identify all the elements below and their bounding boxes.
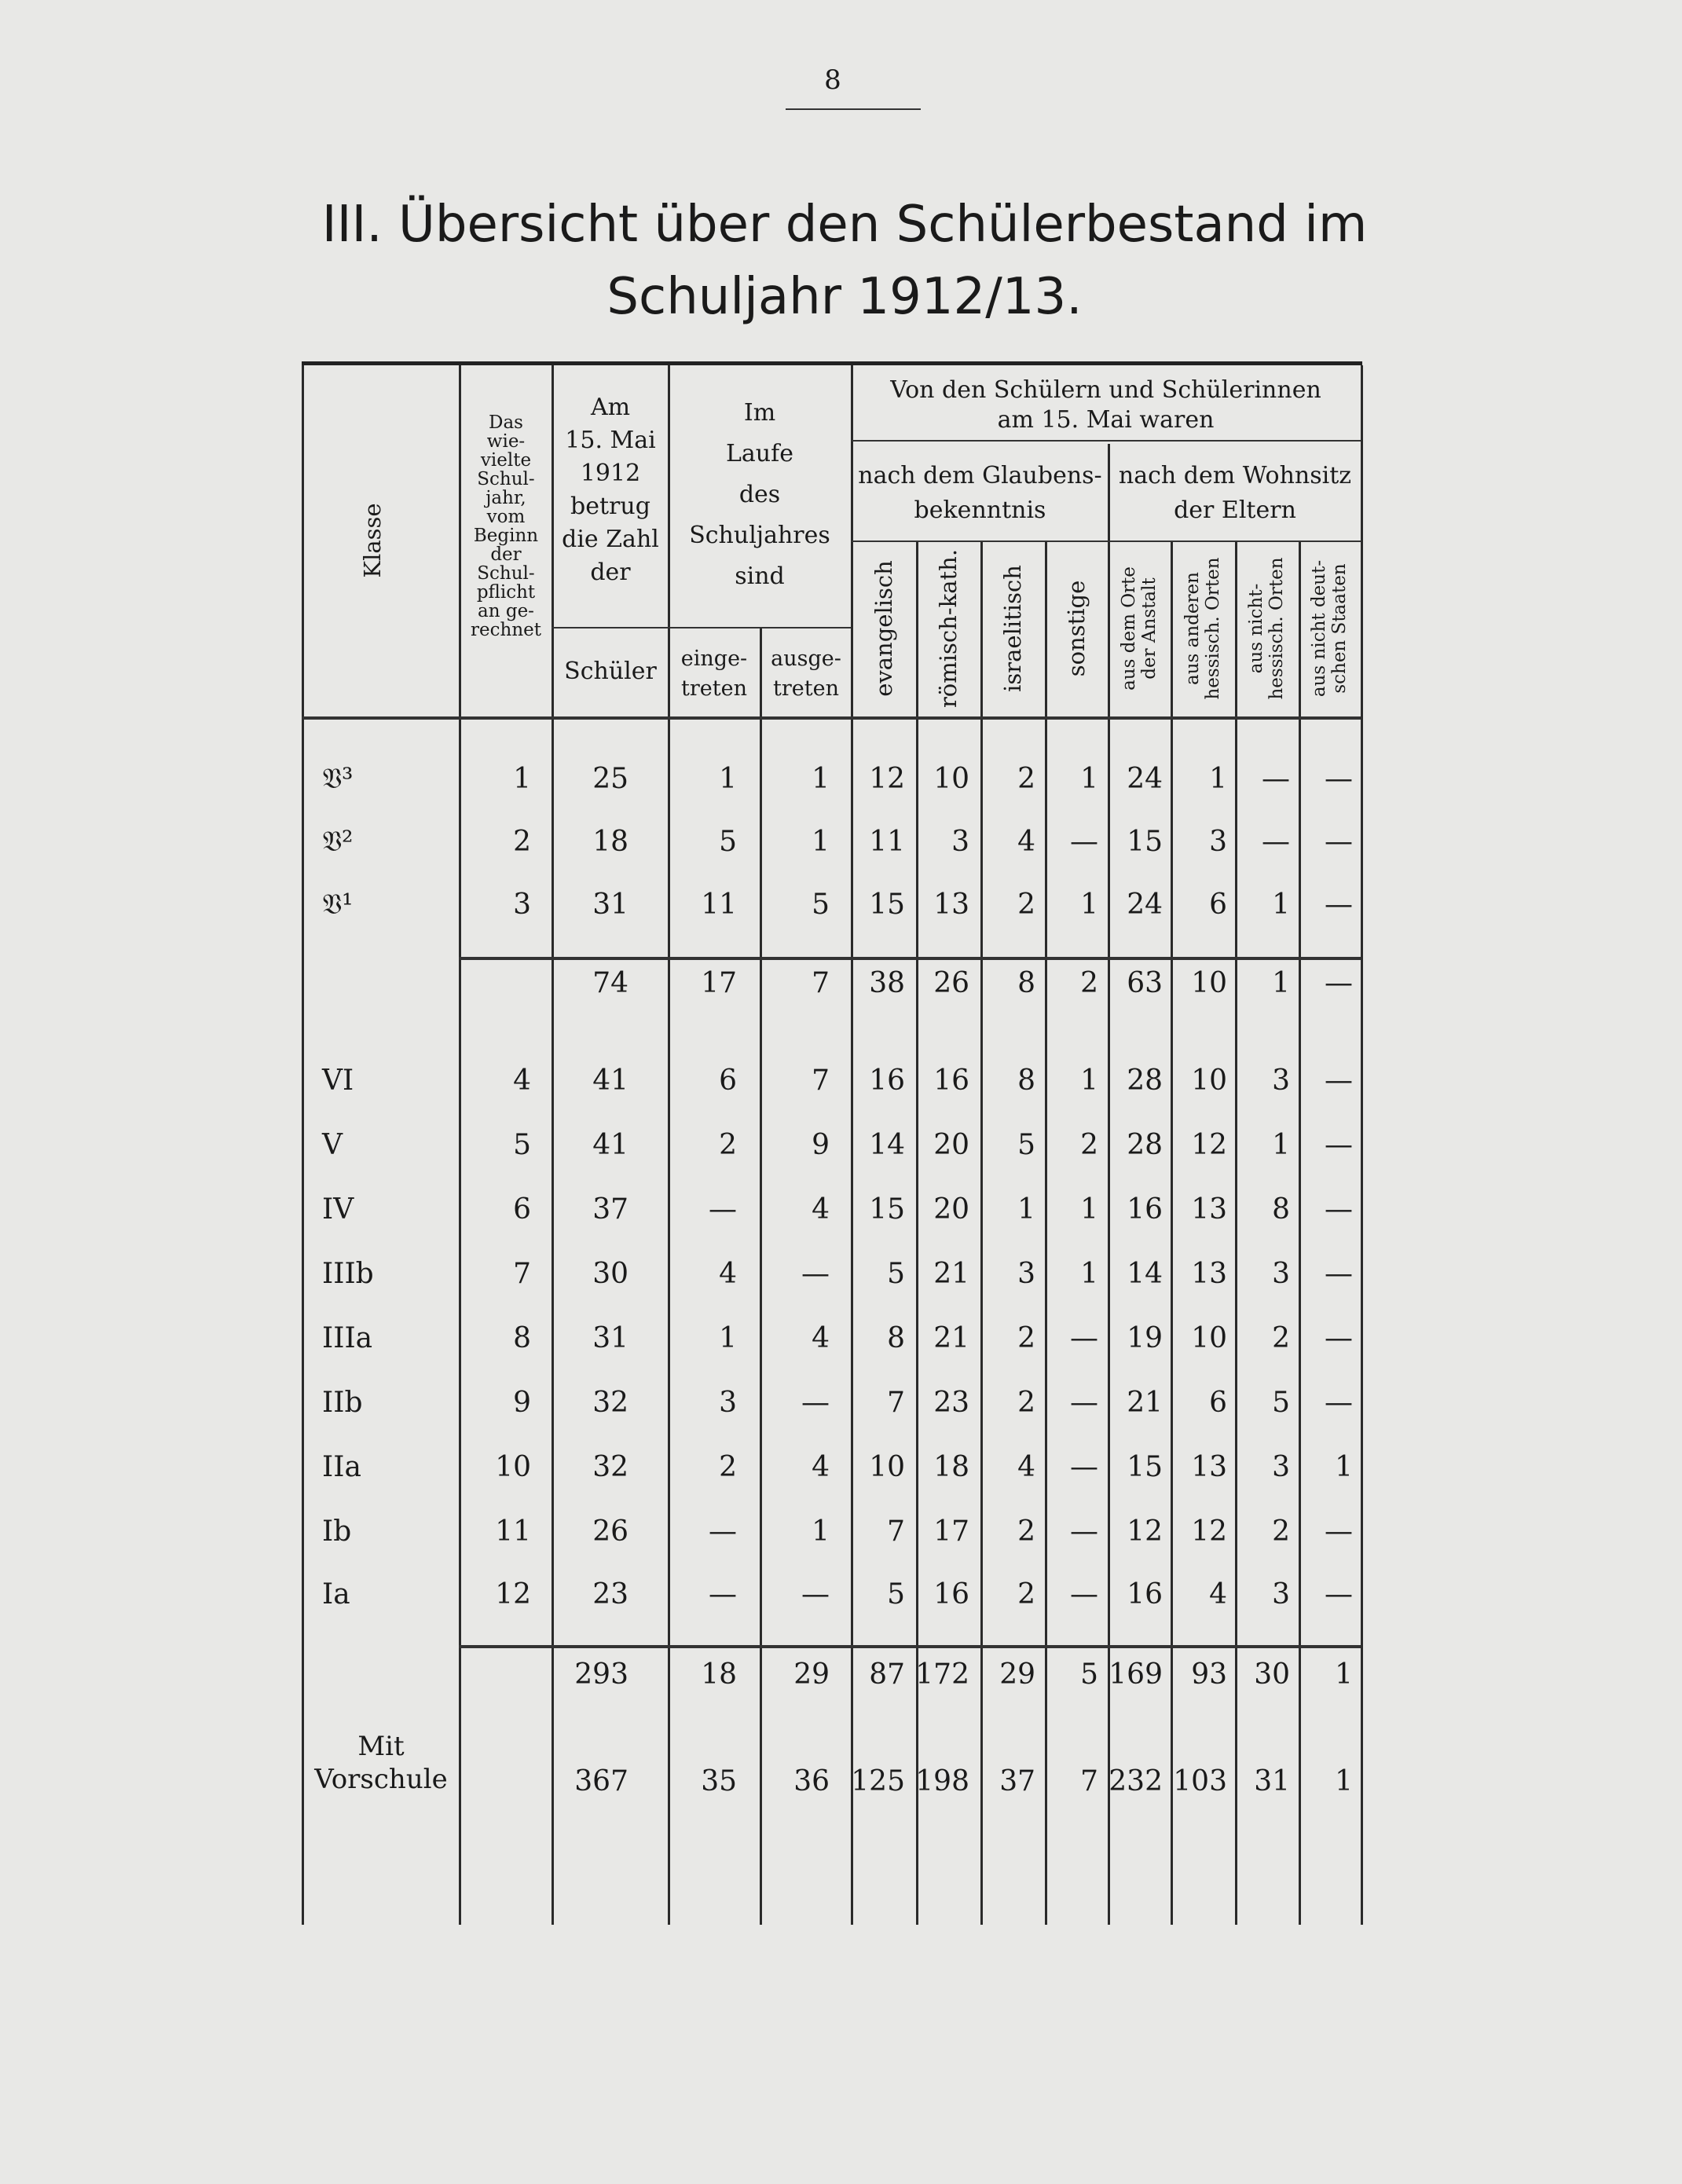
table-cell: — [709, 1578, 737, 1611]
table-cell: 8 [1017, 967, 1035, 999]
table-cell: 4 [719, 1258, 737, 1290]
header-wohnsitz: nach dem Wohnsitz der Eltern [1118, 462, 1352, 524]
header-schueler: Schüler [564, 658, 657, 685]
table-cell: — [1325, 763, 1353, 795]
table-cell: 16 [1127, 1578, 1163, 1611]
table-cell: 12 [1191, 1515, 1227, 1548]
table-cell: 2 [1272, 1515, 1290, 1548]
table-cell: 36 [793, 1765, 830, 1797]
table-cell: 20 [933, 1129, 969, 1161]
table-cell: 10 [1191, 1322, 1227, 1354]
table-cell: 12 [1127, 1515, 1163, 1548]
table-cell: 8 [1017, 1065, 1035, 1097]
table-cell: 4 [1017, 826, 1035, 858]
header-rule [851, 541, 1361, 542]
table-cell: 1 [719, 1322, 737, 1354]
table-cell: 38 [869, 967, 905, 999]
table-cell: 7 [887, 1387, 905, 1419]
table-cell: 4 [812, 1322, 830, 1354]
row-class-label: IIa [322, 1451, 361, 1483]
table-cell: 16 [933, 1578, 969, 1611]
table-cell: 13 [1191, 1451, 1227, 1483]
title-line-1: III. Übersicht über den Schülerbestand im [321, 196, 1368, 254]
table-cell: 17 [933, 1515, 969, 1548]
table-cell: — [1262, 826, 1290, 858]
table-cell: 9 [812, 1129, 830, 1161]
table-cell: 2 [1017, 1387, 1035, 1419]
table-cell: 367 [574, 1765, 628, 1797]
table-cell: 15 [869, 1193, 905, 1226]
table-cell: 29 [999, 1658, 1035, 1691]
table-cell: 3 [719, 1387, 737, 1419]
row-class-label: Ib [322, 1515, 352, 1548]
table-cell: 5 [887, 1258, 905, 1290]
table-cell: 1 [513, 763, 531, 795]
table-cell: 23 [592, 1578, 628, 1611]
table-cell: 31 [1254, 1765, 1290, 1797]
table-cell: 30 [592, 1258, 628, 1290]
table-cell: — [709, 1515, 737, 1548]
header-schuljahr: Das wie- vielte Schul- jahr, vom Beginn der Schul- pflicht an ge- rechnet [471, 412, 541, 640]
table-cell: 20 [933, 1193, 969, 1226]
header-evangelisch: evangelisch [870, 560, 897, 697]
table-cell: 2 [1017, 1578, 1035, 1611]
table-cell: 18 [933, 1451, 969, 1483]
table-cell: 93 [1191, 1658, 1227, 1691]
table-cell: 1 [1080, 1193, 1098, 1226]
table-cell: 6 [1209, 889, 1227, 921]
table-cell: 21 [933, 1258, 969, 1290]
table-cell: 6 [513, 1193, 531, 1226]
table-cell: — [1325, 1129, 1353, 1161]
row-class-label: 𝔙¹ [322, 889, 354, 921]
table-cell: 5 [812, 889, 830, 921]
table-cell: 5 [1017, 1129, 1035, 1161]
header-sonstige: sonstige [1063, 580, 1090, 677]
table-cell: — [1325, 967, 1353, 999]
header-laufe: Im Laufe des Schuljahres sind [689, 399, 830, 590]
table-cell: 13 [933, 889, 969, 921]
column-divider [1045, 542, 1047, 1925]
table-cell: 1 [1272, 1129, 1290, 1161]
table-cell: 28 [1127, 1129, 1163, 1161]
table-cell: 1 [1080, 1065, 1098, 1097]
table-cell: 25 [592, 763, 628, 795]
table-cell: 2 [1080, 1129, 1098, 1161]
table-cell: 12 [869, 763, 905, 795]
table-cell: 87 [869, 1658, 905, 1691]
table-left-border [302, 365, 304, 1925]
header-rule [851, 440, 1361, 442]
table-cell: 1 [1272, 889, 1290, 921]
table-cell: 3 [1272, 1258, 1290, 1290]
table-cell: 2 [513, 826, 531, 858]
table-cell: 14 [1127, 1258, 1163, 1290]
table-cell: 37 [592, 1193, 628, 1226]
table-cell: — [1325, 1065, 1353, 1097]
table-cell: 3 [513, 889, 531, 921]
table-cell: 4 [1209, 1578, 1227, 1611]
table-cell: 16 [869, 1065, 905, 1097]
table-cell: 1 [719, 763, 737, 795]
table-cell: 4 [812, 1451, 830, 1483]
table-cell: 10 [869, 1451, 905, 1483]
header-klasse: Klasse [359, 503, 386, 578]
header-von-den-schuelern: Von den Schülern und Schülerinnen am 15. Mai waren [890, 376, 1321, 434]
column-divider [1108, 444, 1110, 1925]
table-cell: 5 [719, 826, 737, 858]
table-cell: 11 [701, 889, 737, 921]
table-cell: 13 [1191, 1193, 1227, 1226]
table-cell: — [1070, 1322, 1098, 1354]
table-cell: 15 [1127, 826, 1163, 858]
table-cell: 125 [851, 1765, 905, 1797]
table-cell: 21 [933, 1322, 969, 1354]
table-cell: 10 [1191, 1065, 1227, 1097]
table-cell: 28 [1127, 1065, 1163, 1097]
table-cell: 30 [1254, 1658, 1290, 1691]
table-cell: 3 [951, 826, 969, 858]
column-divider [916, 542, 918, 1925]
table-cell: 2 [719, 1129, 737, 1161]
header-aus-nicht-hess: aus nicht- hessisch. Orten [1246, 557, 1287, 700]
table-cell: 18 [701, 1658, 737, 1691]
table-cell: 6 [1209, 1387, 1227, 1419]
table-cell: 11 [869, 826, 905, 858]
table-cell: 74 [592, 967, 628, 999]
column-divider [980, 542, 983, 1925]
table-cell: 5 [1080, 1658, 1098, 1691]
table-cell: 63 [1127, 967, 1163, 999]
table-cell: 15 [869, 889, 905, 921]
row-class-label: IIIa [322, 1322, 373, 1354]
table-cell: 172 [915, 1658, 969, 1691]
column-divider [1235, 542, 1237, 1925]
table-cell: 2 [719, 1451, 737, 1483]
table-cell: — [1070, 1578, 1098, 1611]
table-cell: 2 [1272, 1322, 1290, 1354]
table-cell: 8 [887, 1322, 905, 1354]
table-cell: 7 [812, 1065, 830, 1097]
table-cell: 11 [495, 1515, 531, 1548]
table-cell: 1 [1209, 763, 1227, 795]
table-cell: 1 [1335, 1658, 1353, 1691]
table-cell: 3 [1272, 1065, 1290, 1097]
table-cell: 29 [793, 1658, 830, 1691]
table-cell: 19 [1127, 1322, 1163, 1354]
table-cell: 1 [812, 1515, 830, 1548]
table-cell: — [801, 1387, 830, 1419]
table-cell: 4 [812, 1193, 830, 1226]
table-cell: 1 [1335, 1765, 1353, 1797]
row-class-label: V [322, 1129, 343, 1161]
header-ausgetreten: ausge- treten [771, 647, 841, 701]
table-cell: 2 [1017, 1515, 1035, 1548]
table-cell: 3 [1272, 1451, 1290, 1483]
table-cell: 4 [513, 1065, 531, 1097]
table-cell: 9 [513, 1387, 531, 1419]
table-cell: 12 [1191, 1129, 1227, 1161]
header-rule [552, 627, 668, 628]
table-cell: 2 [1080, 967, 1098, 999]
table-cell: 24 [1127, 763, 1163, 795]
table-cell: 41 [592, 1129, 628, 1161]
header-roemisch-kath: römisch-kath. [935, 548, 962, 709]
table-cell: 7 [1080, 1765, 1098, 1797]
table-cell: — [1070, 826, 1098, 858]
table-cell: 8 [1272, 1193, 1290, 1226]
table-cell: 3 [1017, 1258, 1035, 1290]
table-cell: — [1325, 1515, 1353, 1548]
table-cell: 35 [701, 1765, 737, 1797]
table-cell: 4 [1017, 1451, 1035, 1483]
header-aus-nicht-deutschen: aus nicht deut- schen Staaten [1309, 559, 1350, 698]
table-cell: — [801, 1258, 830, 1290]
table-cell: — [1325, 889, 1353, 921]
table-cell: 1 [812, 763, 830, 795]
table-cell: 2 [1017, 763, 1035, 795]
table-cell: 16 [933, 1065, 969, 1097]
table-cell: 7 [513, 1258, 531, 1290]
table-cell: 1 [1080, 1258, 1098, 1290]
table-cell: 16 [1127, 1193, 1163, 1226]
table-cell: 32 [592, 1387, 628, 1419]
row-class-label: Ia [322, 1578, 350, 1611]
table-cell: 10 [495, 1451, 531, 1483]
header-aus-anderen-hess: aus anderen hessisch. Orten [1182, 557, 1223, 700]
table-cell: 2 [1017, 889, 1035, 921]
header-aus-dem-orte: aus dem Orte der Anstalt [1119, 566, 1160, 691]
table-cell: 17 [701, 967, 737, 999]
table-cell: 5 [513, 1129, 531, 1161]
table-cell: 23 [933, 1387, 969, 1419]
table-cell: 3 [1272, 1578, 1290, 1611]
table-cell: 5 [1272, 1387, 1290, 1419]
header-israelitisch: israelitisch [999, 565, 1026, 692]
table-cell: — [1325, 1322, 1353, 1354]
page-title [299, 189, 1391, 333]
table-cell: 1 [1080, 889, 1098, 921]
table-cell: 10 [933, 763, 969, 795]
table-cell: — [1325, 1258, 1353, 1290]
table-cell: 10 [1191, 967, 1227, 999]
header-rule [668, 627, 851, 628]
table-cell: 31 [592, 889, 628, 921]
table-cell: — [1070, 1515, 1098, 1548]
column-divider [1171, 542, 1173, 1925]
header-eingetreten: einge- treten [680, 647, 748, 701]
table-cell: 1 [1272, 967, 1290, 999]
table-cell: — [1070, 1387, 1098, 1419]
table-cell: 26 [592, 1515, 628, 1548]
table-cell: 198 [915, 1765, 969, 1797]
header-glaubensbekenntnis: nach dem Glaubens- bekenntnis [858, 462, 1102, 524]
table-cell: — [709, 1193, 737, 1226]
page-number-rule [786, 108, 921, 110]
table-cell: 26 [933, 967, 969, 999]
row-class-label: Mit Vorschule [314, 1731, 448, 1795]
table-cell: 3 [1209, 826, 1227, 858]
table-cell: 18 [592, 826, 628, 858]
table-cell: — [801, 1578, 830, 1611]
table-cell: 1 [1080, 763, 1098, 795]
table-cell: 37 [999, 1765, 1035, 1797]
table-cell: 7 [812, 967, 830, 999]
table-cell: 31 [592, 1322, 628, 1354]
total-rule [459, 1645, 1361, 1648]
row-class-label: 𝔙³ [322, 763, 354, 795]
header-am: Am 15. Mai 1912 betrug die Zahl der [562, 394, 659, 586]
column-divider [1299, 542, 1301, 1925]
table-cell: — [1070, 1451, 1098, 1483]
table-cell: 12 [495, 1578, 531, 1611]
table-cell: 1 [812, 826, 830, 858]
table-cell: 2 [1017, 1322, 1035, 1354]
row-class-label: IV [322, 1193, 354, 1226]
table-cell: 24 [1127, 889, 1163, 921]
table-right-border [1361, 365, 1363, 1925]
table-cell: — [1325, 1193, 1353, 1226]
page-number: 8 [824, 64, 841, 96]
subtotal-rule [459, 957, 1361, 960]
table-cell: 1 [1017, 1193, 1035, 1226]
table-cell: 7 [887, 1515, 905, 1548]
table-cell: 32 [592, 1451, 628, 1483]
table-cell: 232 [1109, 1765, 1163, 1797]
table-cell: — [1325, 826, 1353, 858]
row-class-label: VI [322, 1065, 354, 1097]
table-cell: 103 [1173, 1765, 1227, 1797]
table-cell: 5 [887, 1578, 905, 1611]
table-cell: 15 [1127, 1451, 1163, 1483]
title-line-2: Schuljahr 1912/13. [606, 268, 1083, 326]
table-cell: 6 [719, 1065, 737, 1097]
row-class-label: IIb [322, 1387, 363, 1419]
table-cell: 169 [1109, 1658, 1163, 1691]
table-cell: 41 [592, 1065, 628, 1097]
header-bottom-rule [302, 716, 1361, 720]
table-cell: 8 [513, 1322, 531, 1354]
table-cell: 293 [574, 1658, 628, 1691]
table-cell: — [1325, 1578, 1353, 1611]
row-class-label: 𝔙² [322, 826, 354, 858]
table-cell: 14 [869, 1129, 905, 1161]
table-cell: 1 [1335, 1451, 1353, 1483]
table-cell: 21 [1127, 1387, 1163, 1419]
row-class-label: IIIb [322, 1258, 374, 1290]
table-cell: — [1325, 1387, 1353, 1419]
table-cell: 13 [1191, 1258, 1227, 1290]
table-cell: — [1262, 763, 1290, 795]
